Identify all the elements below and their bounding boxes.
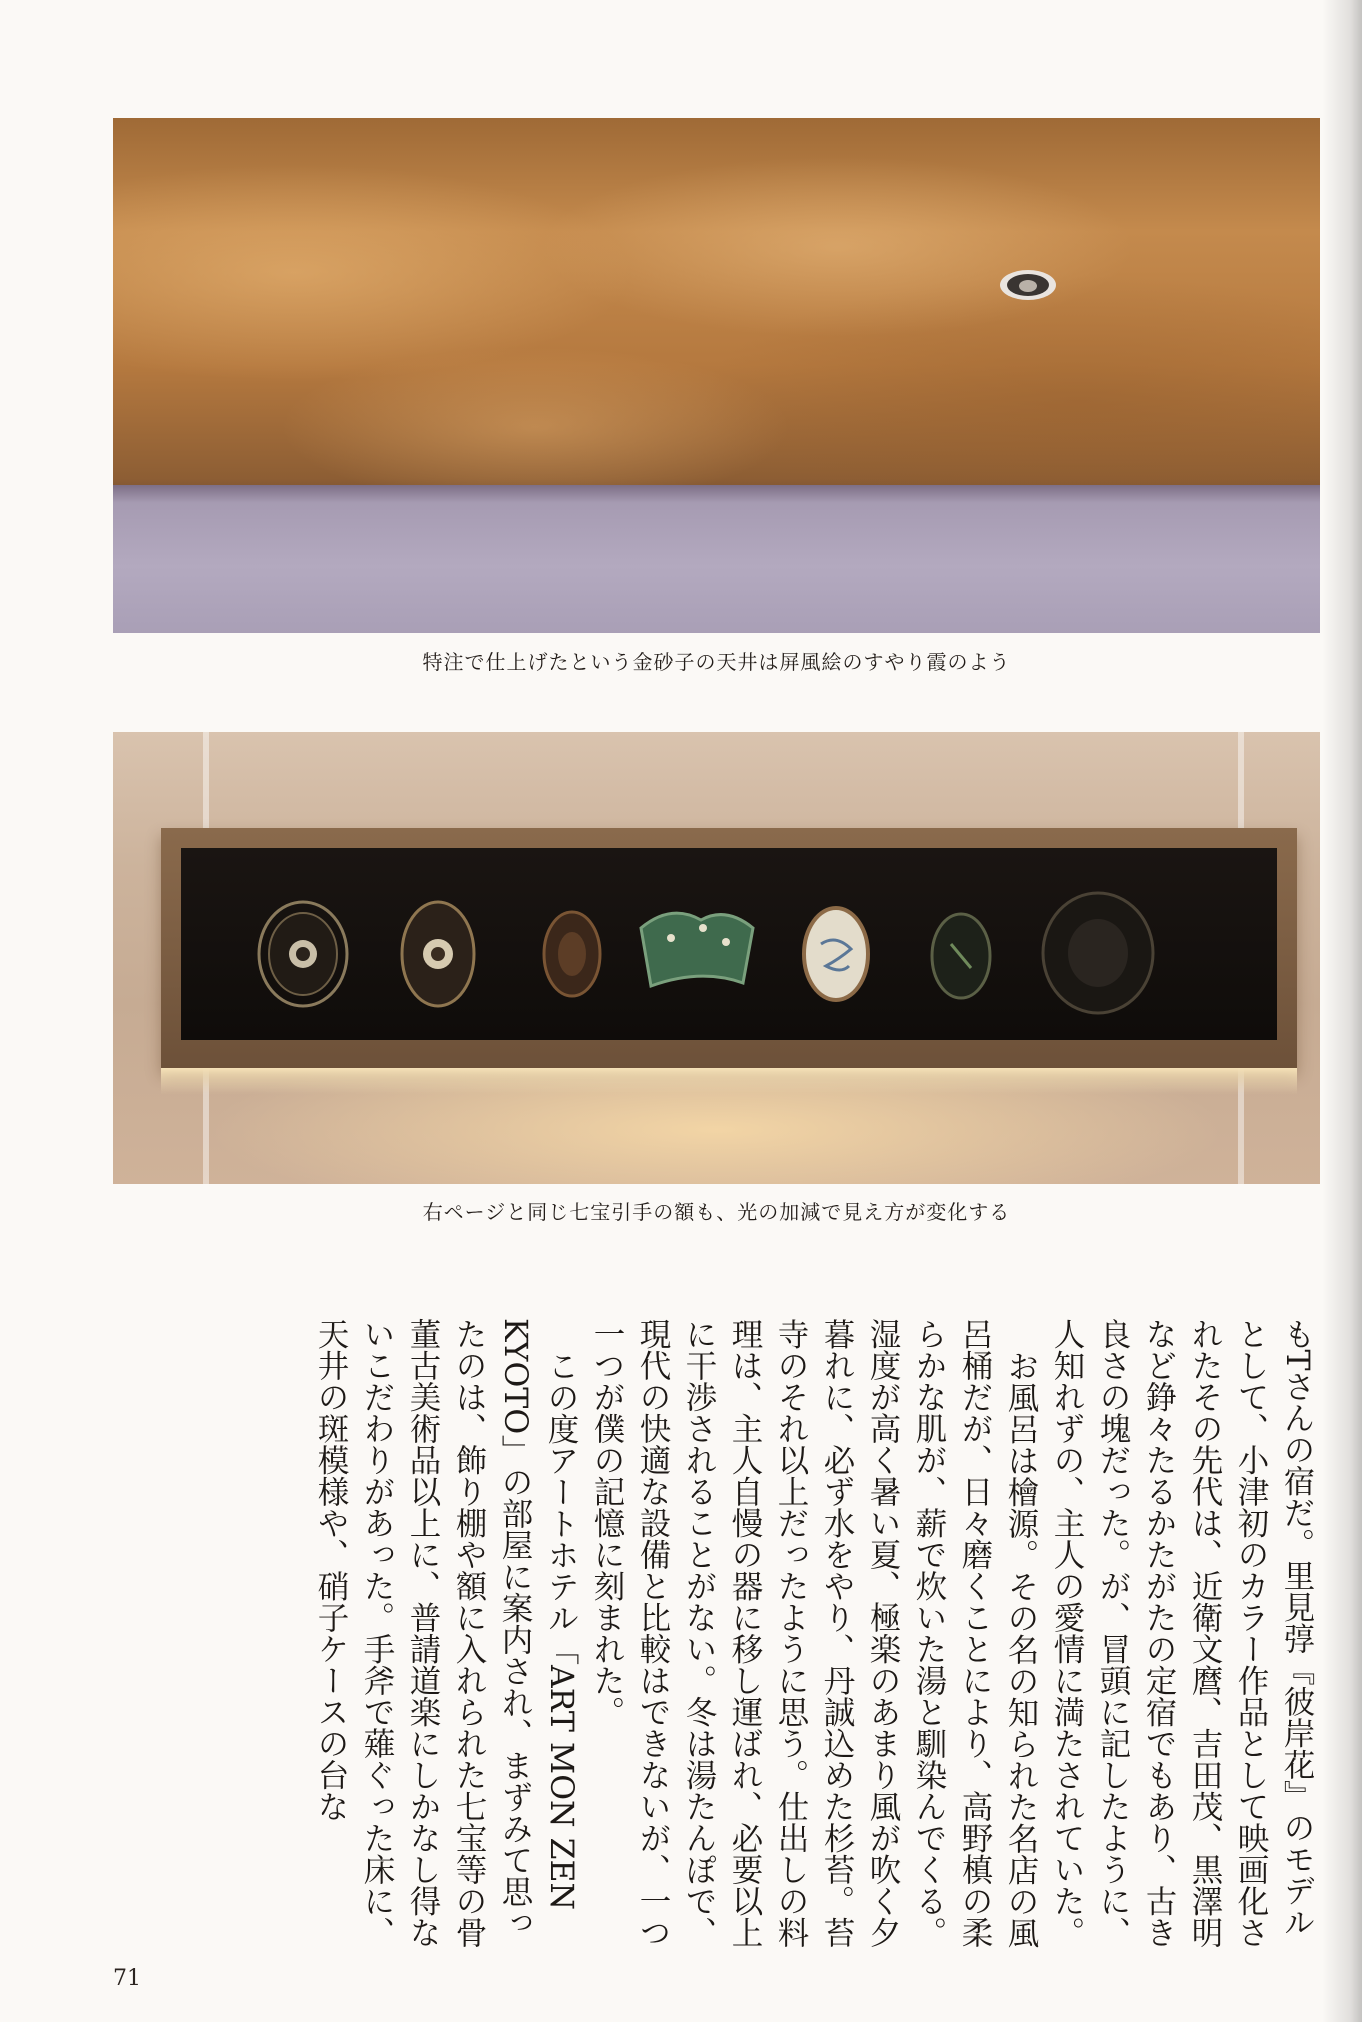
page-number: 71 [113,1966,141,1991]
page-edge-shadow [1322,0,1362,2022]
hikite-oval-painted [801,904,871,1004]
hikite-oval-figure [541,908,603,1000]
figure-caption-1: 特注で仕上げたという金砂子の天井は屏風絵のすやり霞のよう [422,650,1011,674]
figure-caption-2: 右ページと同じ七宝引手の額も、光の加減で見え方が変化する [422,1200,1011,1224]
article-body [104,1318,1320,1968]
frame-underglow [161,1068,1297,1094]
wall-area [113,485,1320,633]
hikite-large-round [1039,888,1157,1018]
hikite-round-floral [255,894,351,1014]
wooden-frame [161,828,1297,1068]
body-paragraph: この度アートホテル「ART MON ZEN KYOTO」の部屋に案内され、まずみて思ったのは、飾り棚や額に入れられた七宝等の骨董古美術品以上に、普請道楽にしかなし得ないこだわりがあった。手斧で薙ぐった床に、天井の斑模様や、硝子ケースの台な [313,1318,579,1948]
downlight-fixture [998,268,1058,302]
hikite-fan-shape [631,898,761,998]
body-paragraph: もTさんの宿だ。里見弴『彼岸花』のモデルとして、小津初のカラー作品として映画化されたその先代は、近衛文麿、吉田茂、黒澤明など錚々たるかたがたの定宿でもあり、古き良さの塊だった。が、冒頭に記したように、人知れずの、主人の愛情に満たされていた。 [1049,1318,1315,1948]
framed-hikite-photo [113,732,1320,1184]
ceiling-photo [113,118,1320,633]
hikite-oval-flower [399,898,477,1010]
black-display-panel [181,848,1277,1040]
body-paragraph: お風呂は檜源。その名の知られた名店の風呂桶だが、日々磨くことにより、高野槙の柔らかな肌が、薪で炊いた湯と馴染んでくる。湿度が高く暑い夏、極楽のあまり風が吹く夕暮れに、必ず水をやり、丹誠込めた杉苔。苔寺のそれ以上だったように思う。仕出しの料理は、主人自慢の器に移し運ばれ、必要以上に干渉されることがない。冬は湯たんぽで、現代の快適な設備と比較はできないが、一つ一つが僕の記憶に刻まれた。 [589,1318,1039,1948]
hikite-oval-dark [929,910,993,1002]
